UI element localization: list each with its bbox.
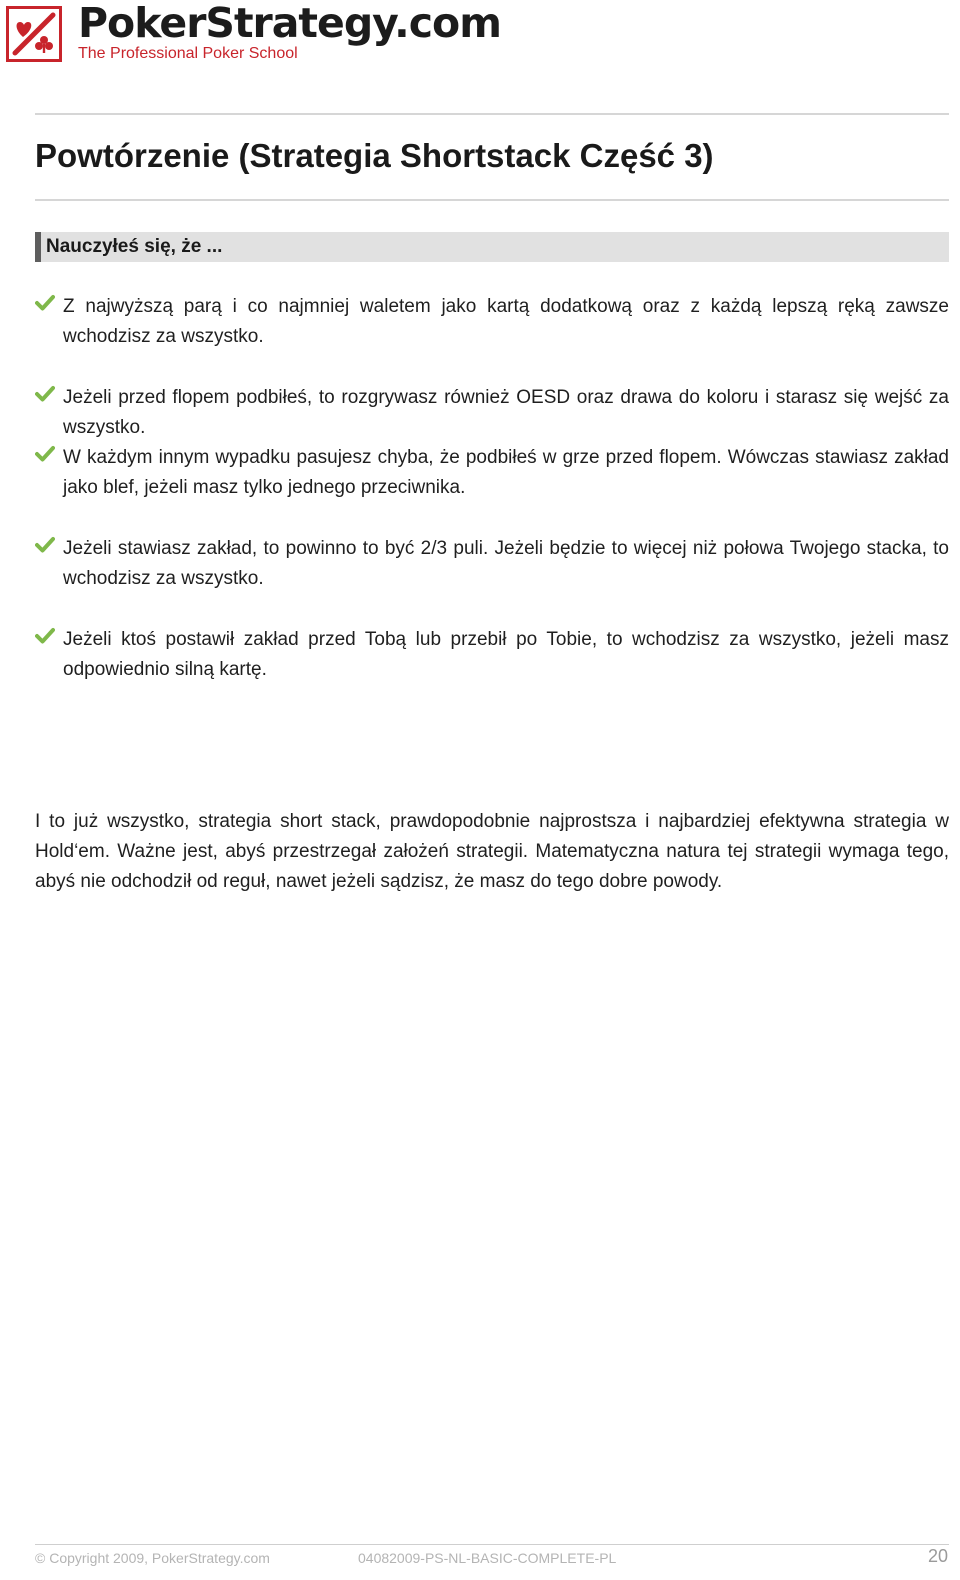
title-divider xyxy=(35,199,949,201)
list-item-text: Z najwyższą parą i co najmniej waletem jako kartą dodatkową oraz z każdą lepszą ręką zawsze wchodzisz za wszystko. xyxy=(63,296,949,347)
section-label: Nauczyłeś się, że ... xyxy=(46,236,223,257)
list-item-text: Jeżeli ktoś postawił zakład przed Tobą lub przebił po Tobie, to wchodzisz za wszystko, jeżeli masz odpowiednio silną kartę. xyxy=(63,629,949,680)
summary-paragraph: I to już wszystko, strategia short stack, prawdopodobnie najprostsza i najbardziej efektywna strategia w Hold‘em. Ważne jest, abyś przestrzegał założeń strategii. Matematyczna natura tej strategii wymaga tego, abyś nie odchodził od reguł, nawet jeżeli sądzisz, że masz do tego dobre powody. xyxy=(35,811,949,892)
checkmark-icon xyxy=(35,445,55,463)
list-item xyxy=(35,383,949,443)
pokerstrategy-logo-icon xyxy=(6,6,62,62)
page-number: 20 xyxy=(927,1546,948,1566)
checkmark-icon xyxy=(35,385,55,403)
checkmark-icon xyxy=(35,536,55,554)
section-accent-bar xyxy=(35,232,41,262)
list-item xyxy=(35,292,949,352)
top-divider xyxy=(35,113,949,115)
list-item-text: W każdym innym wypadku pasujesz chyba, że podbiłeś w grze przed flopem. Wówczas stawiasz zakład jako blef, jeżeli masz tylko jednego przeciwnika. xyxy=(63,447,949,498)
footer-document-id: 04082009-PS-NL-BASIC-COMPLETE-PL xyxy=(358,1550,617,1566)
brand-tagline: The Professional Poker School xyxy=(78,45,298,62)
brand-name: PokerStrategy.com xyxy=(78,0,501,47)
footer-divider xyxy=(35,1544,949,1545)
footer-copyright: © Copyright 2009, PokerStrategy.com xyxy=(35,1550,270,1566)
checkmark-icon xyxy=(35,627,55,645)
list-item-text: Jeżeli stawiasz zakład, to powinno to być 2/3 puli. Jeżeli będzie to więcej niż połowa Twojego stacka, to wchodzisz za wszystko. xyxy=(63,538,949,589)
list-item xyxy=(35,534,949,594)
list-item xyxy=(35,625,949,685)
list-item xyxy=(35,443,949,503)
checkmark-icon xyxy=(35,294,55,312)
page-title: Powtórzenie (Strategia Shortstack Część 3) xyxy=(35,137,714,174)
list-item-text: Jeżeli przed flopem podbiłeś, to rozgrywasz również OESD oraz drawa do koloru i starasz się wejść za wszystko. xyxy=(63,387,949,438)
header xyxy=(6,0,606,63)
section-header xyxy=(35,232,949,262)
